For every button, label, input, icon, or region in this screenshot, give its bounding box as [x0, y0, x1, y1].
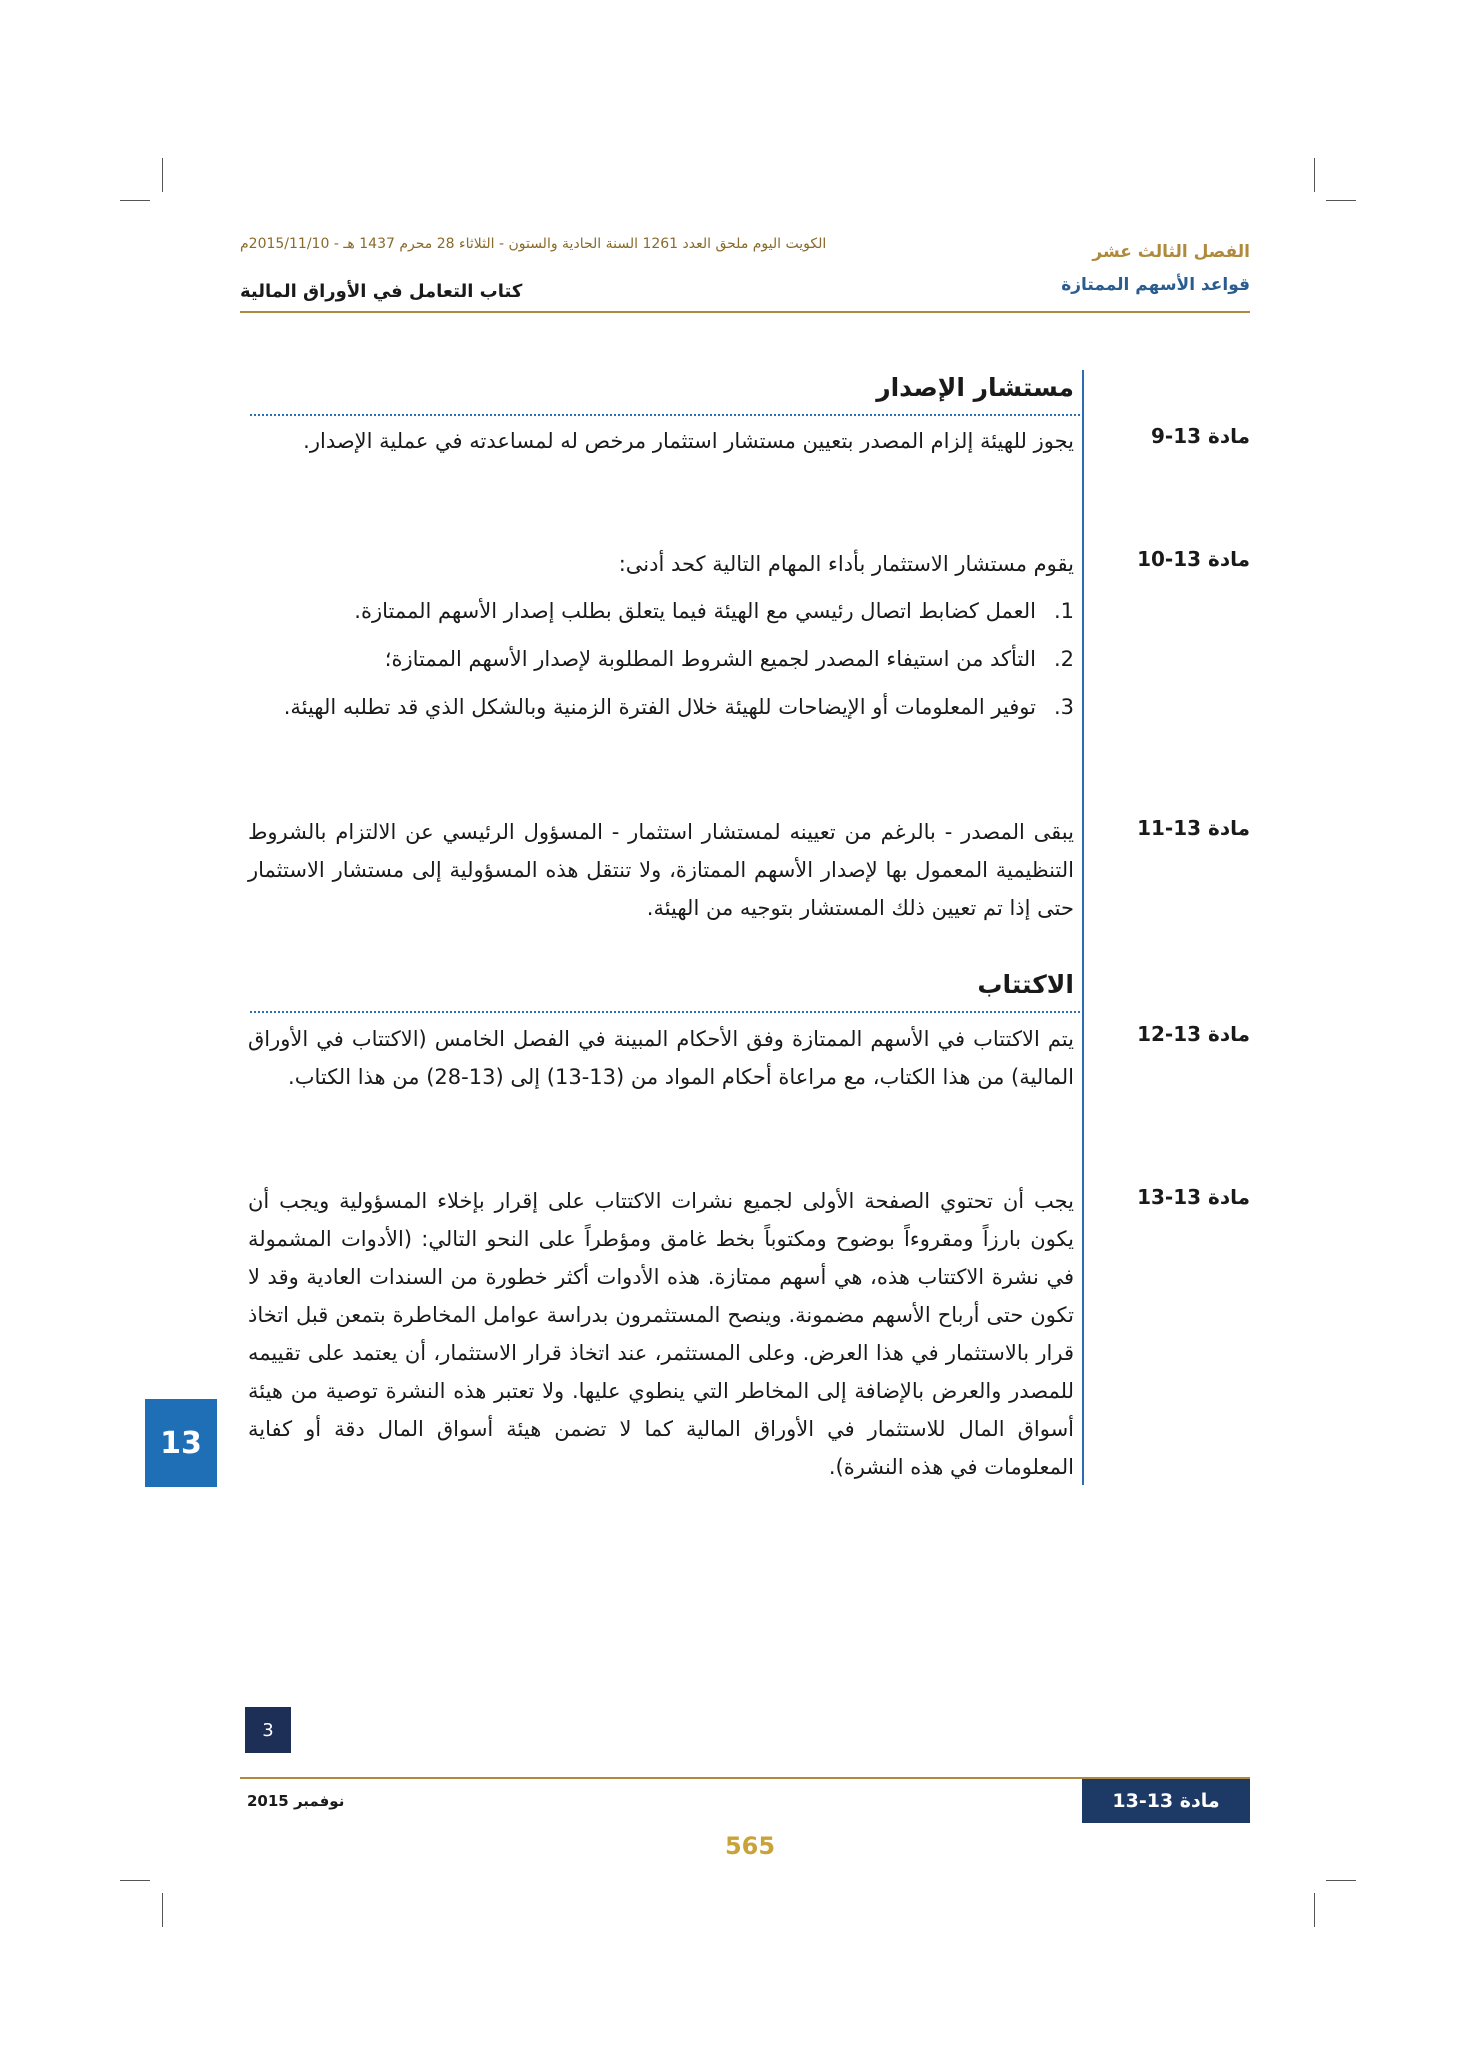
article-label: [1100, 547, 1250, 571]
list-item: [210, 592, 1074, 630]
article-body: يجب أن تحتوي الصفحة الأولى لجميع نشرات الاكتتاب على إقرار بإخلاء المسؤولية ويجب أن يكون بارزاً ومقروءاً بوضوح ومكتوباً بخط غامق ومؤطراً على النحو التالي: (الأدوات المشمولة في نشرة الاكتتاب هذه، هي أسهم ممتازة. هذه الأدوات أكثر خطورة من السندات العادية وقد لا تكون حتى أرباح الأسهم مضمونة. وينصح المستثمرون بدراسة عوامل المخاطرة بتمعن قبل اتخاذ قرار بالاستثمار في هذا العرض. وعلى المستثمر، عند اتخاذ قرار الاستثمار، أن يعتمد على تقييمه للمصدر والعرض بالإضافة إلى المخاطر التي ينطوي عليها. ولا تعتبر هذه النشرة توصية من هيئة أسواق المال للاستثمار في الأوراق المالية كما لا تضمن هيئة أسواق المال دقة أو كفاية المعلومات في هذه النشرة).: [248, 1189, 1074, 1479]
chapter-title: الفصل الثالث عشر: [1092, 242, 1250, 262]
crop-mark: [1314, 1893, 1315, 1927]
header-divider: [240, 311, 1250, 313]
crop-mark: [1326, 1880, 1356, 1881]
crop-mark: [120, 1880, 150, 1881]
article-body: يقوم مستشار الاستثمار بأداء المهام التالية كحد أدنى:: [618, 552, 1074, 576]
chapter-subtitle: قواعد الأسهم الممتازة: [1061, 275, 1250, 295]
crop-mark: [162, 1893, 163, 1927]
article-body: يجوز للهيئة إلزام المصدر بتعيين مستشار استثمار مرخص له لمساعدته في عملية الإصدار.: [303, 429, 1074, 453]
article-list: [210, 592, 1074, 736]
book-title: كتاب التعامل في الأوراق المالية: [240, 281, 523, 302]
list-number: 3.: [1053, 695, 1074, 719]
article-body: يبقى المصدر - بالرغم من تعيينه لمستشار استثمار - المسؤول الرئيسي عن الالتزام بالشروط التنظيمية المعمول بها لإصدار الأسهم الممتازة، ولا تنتقل هذه المسؤولية إلى مستشار الاستثمار حتى إذا تم تعيين ذلك المستشار بتوجيه من الهيئة.: [248, 820, 1074, 920]
article-text: [248, 422, 1074, 460]
article-label: [1100, 1185, 1250, 1209]
article-number: 13-13: [1137, 1185, 1202, 1209]
section-title: الاكتتاب: [977, 970, 1074, 999]
article-text: [248, 813, 1074, 927]
list-item: [210, 640, 1074, 678]
crop-mark: [1326, 200, 1356, 201]
article-label-word: مادة: [1208, 816, 1250, 840]
footer-date: نوفمبر 2015: [247, 1792, 345, 1810]
section-title: مستشار الإصدار: [876, 373, 1074, 402]
list-text: التأكد من استيفاء المصدر لجميع الشروط المطلوبة لإصدار الأسهم الممتازة؛: [384, 647, 1036, 671]
crop-mark: [120, 200, 150, 201]
article-text: [248, 545, 1074, 583]
page-number: 565: [724, 1832, 776, 1860]
article-label: [1100, 816, 1250, 840]
list-number: 1.: [1053, 599, 1074, 623]
article-label-word: مادة: [1208, 1185, 1250, 1209]
article-text: [248, 1020, 1074, 1096]
list-number: 2.: [1053, 647, 1074, 671]
page-box: 3: [245, 1707, 291, 1753]
article-label-word: مادة: [1208, 1022, 1250, 1046]
gazette-meta: الكويت اليوم ملحق العدد 1261 السنة الحادية والستون - الثلاثاء 28 محرم 1437 هـ - 2015/11/10م: [240, 236, 827, 252]
article-label-word: مادة: [1208, 424, 1250, 448]
footer-article-tab: مادة 13-13: [1082, 1779, 1250, 1823]
article-number: 11-13: [1137, 816, 1202, 840]
article-label: [1100, 424, 1250, 448]
section-divider: [250, 414, 1080, 416]
list-item: [210, 688, 1074, 726]
crop-mark: [162, 158, 163, 192]
chapter-tab: 13: [145, 1399, 217, 1487]
article-number: 10-13: [1137, 547, 1202, 571]
section-divider: [250, 1011, 1080, 1013]
article-body: يتم الاكتتاب في الأسهم الممتازة وفق الأحكام المبينة في الفصل الخامس (الاكتتاب في الأوراق المالية) من هذا الكتاب، مع مراعاة أحكام المواد من (13-13) إلى (13-28) من هذا الكتاب.: [248, 1027, 1074, 1089]
article-text: [248, 1182, 1074, 1486]
article-label-word: مادة: [1208, 547, 1250, 571]
article-number: 12-13: [1137, 1022, 1202, 1046]
content-rule: [1082, 370, 1084, 1485]
article-label: [1100, 1022, 1250, 1046]
article-number: 9-13: [1151, 424, 1202, 448]
crop-mark: [1314, 158, 1315, 192]
list-text: العمل كضابط اتصال رئيسي مع الهيئة فيما يتعلق بطلب إصدار الأسهم الممتازة.: [354, 599, 1036, 623]
list-text: توفير المعلومات أو الإيضاحات للهيئة خلال الفترة الزمنية وبالشكل الذي قد تطلبه الهيئة.: [283, 695, 1036, 719]
